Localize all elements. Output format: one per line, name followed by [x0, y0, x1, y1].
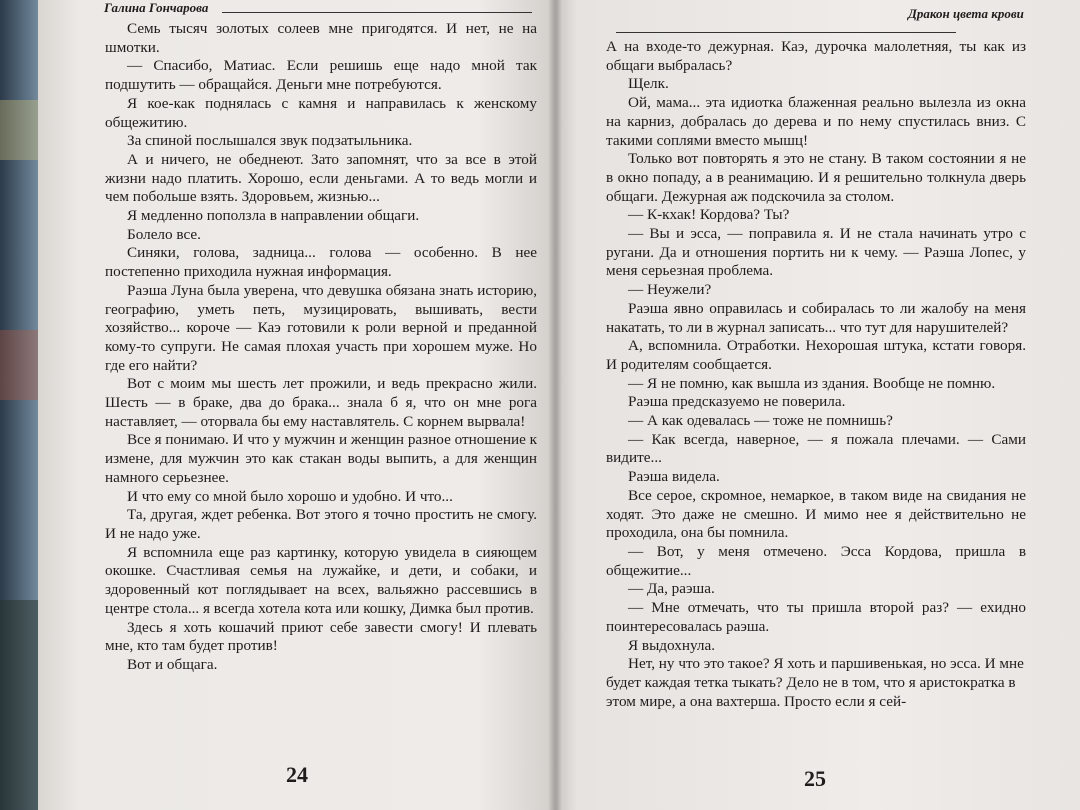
paragraph: — Вот, у меня отмечено. Эсса Кордова, пришла в общежитие...: [606, 542, 1026, 579]
left-page: [38, 0, 556, 810]
paragraph: — Неужели?: [628, 281, 712, 299]
paragraph: А и ничего, не обеднеют. Зато запомнят, что за все в этой жизни надо платить. Хорошо, если деньгами. А то ведь могли и чем побольше взять. Здоровьем, жизнью...: [105, 150, 537, 206]
right-page-body: [606, 38, 1026, 711]
paragraph: А на входе-то дежурная. Каэ, дурочка малолетняя, ты как из общаги выбралась?: [606, 38, 1026, 74]
right-page-number: 25: [804, 766, 826, 791]
paragraph: Все я понимаю. И что у мужчин и женщин разное отношение к измене, для мужчин это как стакан воды выпить, а для женщин намного серьезнее.: [105, 431, 537, 486]
paragraph: А, вспомнила. Отработки. Нехорошая штука, кстати говоря. И родителям сообщается.: [606, 337, 1026, 373]
right-page: [556, 0, 1080, 810]
paragraph: За спиной послышался звук подзатыльника.: [127, 132, 413, 150]
left-running-head: Галина Гончарова: [104, 0, 209, 15]
left-page-number: 24: [286, 762, 308, 787]
paragraph: Семь тысяч золотых солеев мне пригодятся. И нет, не на шмотки.: [105, 20, 537, 56]
paragraph: Вот с моим мы шесть лет прожили, и ведь прекрасно жили. Шесть — в браке, два до брака... знала б я, что он мне рога наставляет, — оторвала бы ему наставлятель. С корнем вырвала!: [105, 375, 537, 430]
paragraph: Ой, мама... эта идиотка блаженная реально вылезла из окна на карниз, добралась до дерева и по нему спустилась вниз. С такими соплями вместо мышц!: [606, 94, 1026, 149]
paragraph: Здесь я хоть кошачий приют себе завести смогу! И плевать мне, кто там будет против!: [105, 618, 537, 655]
right-header-rule: [616, 32, 956, 33]
paragraph: — А как одевалась — тоже не помнишь?: [628, 412, 893, 430]
paragraph: Раэша Луна была уверена, что девушка обязана знать историю, географию, уметь петь, музицировать, вышивать, вести хозяйство... короче — Каэ готовили к роли верной и преданной кому-то супруги. Не самая плохая участь при хорошем муже. Но где его найти?: [105, 281, 537, 374]
paragraph: Болело все.: [127, 225, 201, 243]
paragraph: — Да, раэша.: [628, 580, 715, 598]
paragraph: — Вы и эсса, — поправила я. И не стала начинать утро с ругани. Да и отношения портить ни к чему. — Раэша Лопес, у меня серьезная проблема.: [606, 225, 1026, 280]
paragraph: Вот и общага.: [127, 655, 218, 673]
left-header-rule: [222, 12, 532, 13]
paragraph: Я медленно поползла в направлении общаги.: [127, 207, 420, 225]
left-page-body: [105, 20, 537, 675]
paragraph: Нет, ну что это такое? Я хоть и паршивенькая, но эсса. И мне будет каждая тетка тыкать? Дело не в том, что я аристократка в этом мире, а она вахтерша. Просто если я сей-: [606, 655, 1024, 710]
paragraph: — Спасибо, Матиас. Если решишь еще надо мной так подшутить — обращайся. Деньги мне потребуются.: [105, 57, 537, 94]
paragraph: Синяки, голова, задница... голова — особенно. В нее постепенно приходила нужная информация.: [105, 244, 537, 281]
book-gutter: [548, 0, 562, 810]
paragraph: Я кое-как поднялась с камня и направилась к женскому общежитию.: [105, 94, 537, 131]
paragraph: — Мне отмечать, что ты пришла второй раз? — ехидно поинтересовалась раэша.: [606, 599, 1026, 635]
paragraph: Раэша явно оправилась и собиралась то ли жалобу на меня накатать, то ли в журнал записать... что тут для нарушителей?: [606, 299, 1026, 336]
paragraph: — Как всегда, наверное, — я пожала плечами. — Сами видите...: [606, 430, 1026, 467]
paragraph: И что ему со мной было хорошо и удобно. И что...: [127, 487, 453, 505]
right-running-head: Дракон цвета крови: [908, 6, 1024, 21]
paragraph: Я вспомнила еще раз картинку, которую увидела в сияющем окошке. Счастливая семья на лужайке, и дети, и собаки, и здоровенный кот поглядывает на всех, вальяжно рассевшись в центре стола... я всегда хотела кота или кошку, Димка был против.: [105, 543, 537, 617]
paragraph: Я выдохнула.: [628, 636, 716, 654]
paragraph: Раэша видела.: [628, 468, 720, 486]
paragraph: Раэша предсказуемо не поверила.: [628, 393, 846, 411]
paragraph: — К-кхак! Кордова? Ты?: [628, 206, 790, 224]
paragraph: Щелк.: [628, 75, 669, 93]
paragraph: Только вот повторять я это не стану. В таком состоянии я не в окно попаду, а в реанимацию. И я решительно толкнула дверь общаги. Дежурная аж подскочила за столом.: [606, 150, 1026, 205]
paragraph: Все серое, скромное, немаркое, в таком виде на свидания не ходят. Это даже не смешно. И мимо нее я действительно не проходила, она бы помнила.: [606, 486, 1026, 542]
paragraph: Та, другая, ждет ребенка. Вот этого я точно простить не смогу. И не надо уже.: [105, 506, 537, 542]
paragraph: — Я не помню, как вышла из здания. Вообще не помню.: [628, 374, 996, 392]
